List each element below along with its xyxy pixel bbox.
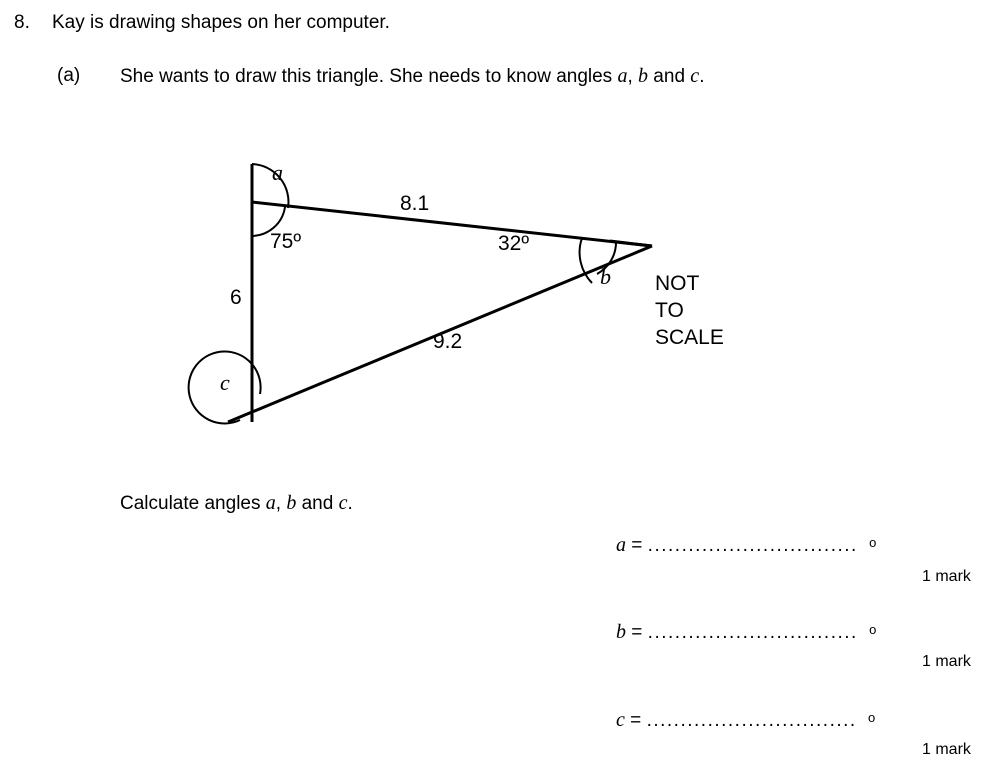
part-var-b: b [638,65,649,87]
part-sep-2: and [648,66,691,87]
not-to-scale-line-1: NOT [655,272,700,295]
answer-variable-b: b [616,621,626,643]
part-text-before: She wants to draw this triangle. She needs to know angles [120,66,618,87]
instruction-text [120,492,353,515]
side-8-1-line [252,202,652,246]
question-number: 8. [14,12,30,33]
answer-equals-c: = [630,710,642,731]
part-var-c: c [690,65,700,87]
answer-blank-c[interactable]: ............................... [646,710,857,731]
instruction-before: Calculate angles [120,493,266,514]
answer-row-c[interactable] [616,709,886,735]
part-text-a [120,65,704,88]
degree-symbol-a: o [869,535,877,550]
answer-equals-a: = [631,535,643,556]
answer-equals-b: = [631,622,643,643]
instruction-var-b: b [286,492,297,514]
answer-row-b[interactable] [616,621,886,647]
label-side-8-1: 8.1 [400,192,430,215]
instruction-var-a: a [265,492,276,514]
label-angle-b: b [600,264,611,289]
part-label-a: (a) [57,65,81,86]
instruction-sep-2: and [296,493,339,514]
part-sep-1: , [627,66,639,87]
not-to-scale-line-2: TO [655,299,684,322]
degree-symbol-c: o [868,710,876,725]
instruction-after: . [347,493,353,514]
label-side-6: 6 [230,286,242,309]
mark-allocation-c: 1 mark [922,741,971,758]
label-side-9-2: 9.2 [433,330,463,353]
instruction-sep-1: , [275,493,287,514]
label-angle-75: 75º [270,230,302,253]
answer-variable-a: a [616,534,626,556]
not-to-scale-note [655,270,724,351]
question-stem: Kay is drawing shapes on her computer. [52,12,390,33]
not-to-scale-line-3: SCALE [655,326,724,349]
label-angle-a: a [272,160,283,185]
instruction-var-c: c [338,492,348,514]
degree-symbol-b: o [869,622,877,637]
mark-allocation-a: 1 mark [922,568,971,585]
answer-blank-b[interactable]: ............................... [647,622,858,643]
answer-variable-c: c [616,709,625,731]
part-var-a: a [617,65,628,87]
label-angle-c: c [220,370,230,395]
part-text-after: . [699,66,705,87]
answer-blank-a[interactable]: ............................... [647,535,858,556]
label-angle-32: 32º [498,232,530,255]
answer-row-a[interactable] [616,534,886,560]
mark-allocation-b: 1 mark [922,653,971,670]
